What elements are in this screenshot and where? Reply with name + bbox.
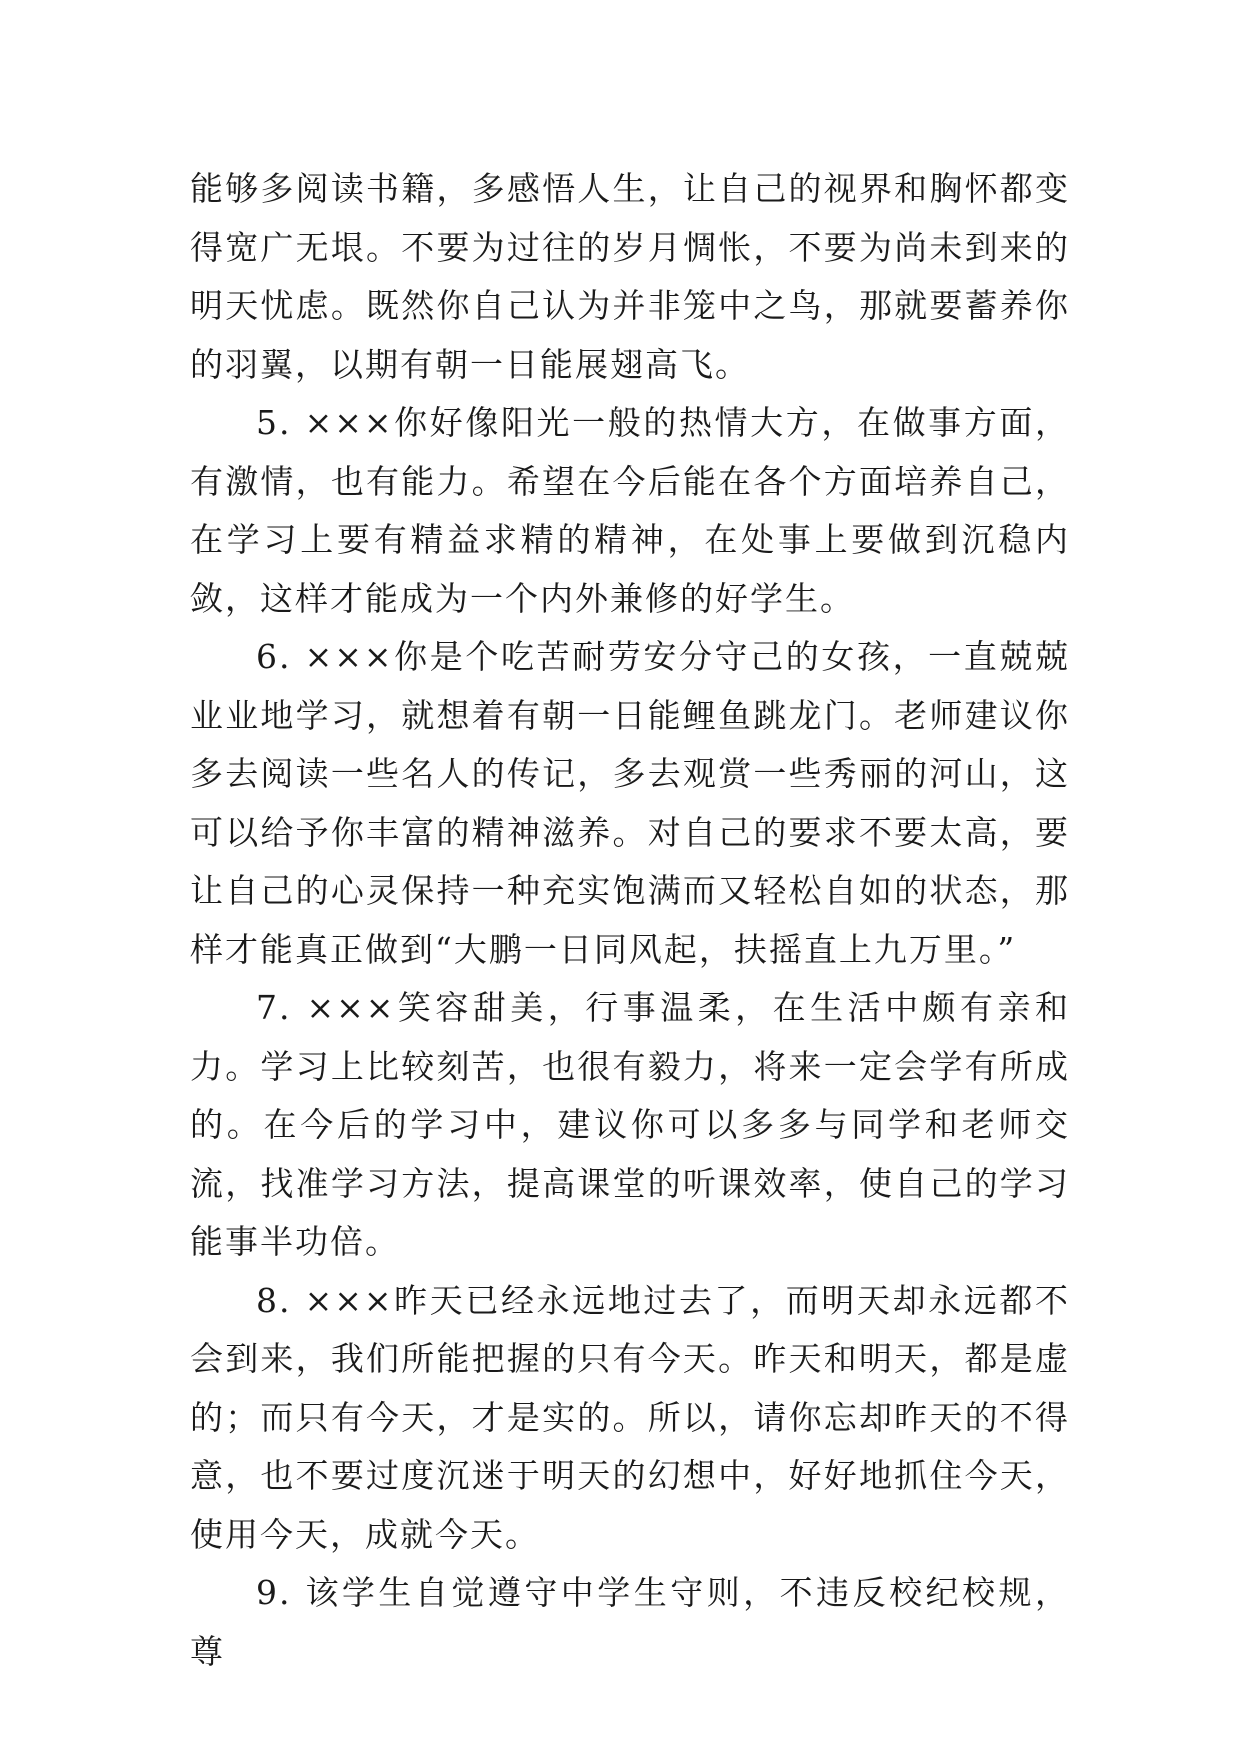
paragraph-comment-5: 5. ×××你好像阳光一般的热情大方，在做事方面，有激情，也有能力。希望在今后能在各个方面培养自己，在学习上要有精益求精的精神，在处事上要做到沉稳内敛，这样才能成为一个内外兼修的好学生。 xyxy=(190,403,1070,618)
paragraph-comment-6: 6. ×××你是个吃苦耐劳安分守己的女孩，一直兢兢业业地学习，就想着有朝一日能鲤鱼跳龙门。老师建议你多去阅读一些名人的传记，多去观赏一些秀丽的河山，这可以给予你丰富的精神滋养。对自己的要求不要太高，要让自己的心灵保持一种充实饱满而又轻松自如的状态，那样才能真正做到“大鹏一日同风起，扶摇直上九万里。” xyxy=(190,637,1070,969)
body-text xyxy=(190,160,1070,1681)
paragraph-comment-7: 7. ×××笑容甜美，行事温柔，在生活中颇有亲和力。学习上比较刻苦，也很有毅力，将来一定会学有所成的。在今后的学习中，建议你可以多多与同学和老师交流，找准学习方法，提高课堂的听课效率，使自己的学习能事半功倍。 xyxy=(190,988,1070,1261)
paragraph-continuation: 能够多阅读书籍，多感悟人生，让自己的视界和胸怀都变得宽广无垠。不要为过往的岁月惆怅，不要为尚未到来的明天忧虑。既然你自己认为并非笼中之鸟，那就要蓄养你的羽翼，以期有朝一日能展翅高飞。 xyxy=(190,169,1070,384)
paragraph-comment-9: 9. 该学生自觉遵守中学生守则，不违反校纪校规，尊 xyxy=(190,1573,1070,1671)
paragraph-comment-8: 8. ×××昨天已经永远地过去了，而明天却永远都不会到来，我们所能把握的只有今天。昨天和明天，都是虚的；而只有今天，才是实的。所以，请你忘却昨天的不得意，也不要过度沉迷于明天的幻想中，好好地抓住今天，使用今天，成就今天。 xyxy=(190,1280,1070,1554)
